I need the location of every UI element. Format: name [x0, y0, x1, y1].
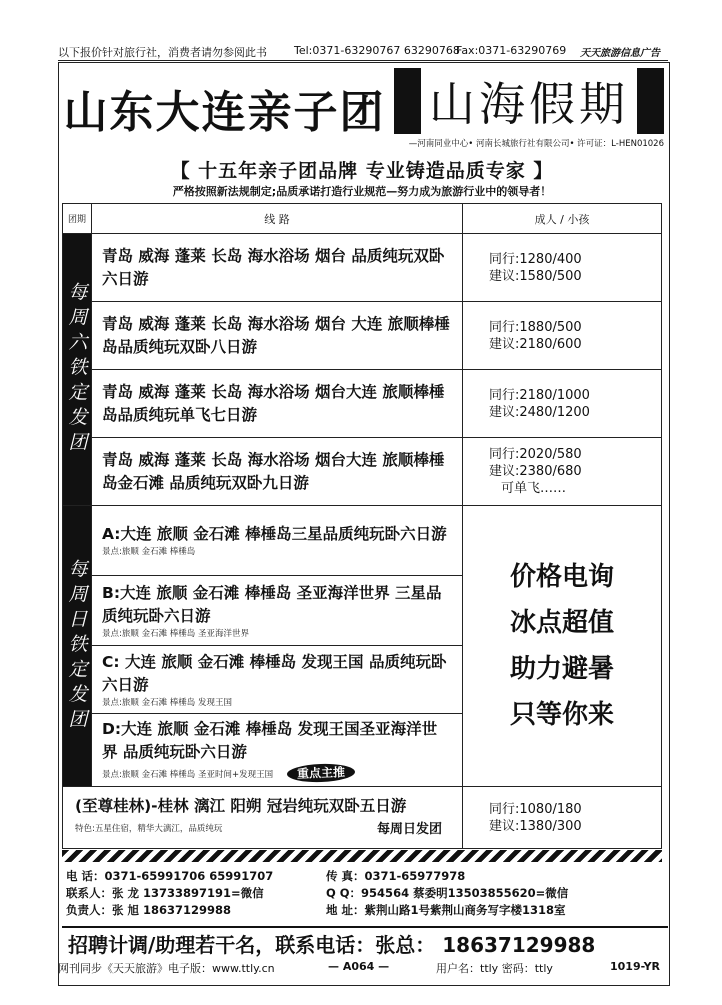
spots-text: 景点:旅顺 金石滩 棒棰岛 发现王国 — [102, 697, 232, 708]
agency-logo — [394, 68, 664, 134]
publication-name: 天天旅游信息广告 — [580, 48, 660, 59]
price-note: 可单飞…… — [501, 481, 567, 496]
route-cell — [92, 714, 463, 787]
footer-login: 用户名：ttly 密码：ttly — [436, 962, 553, 975]
tel-text: Tel:0371-63290767 63290768 — [294, 44, 460, 57]
price-cell — [463, 302, 662, 370]
fax-text: Fax:0371-63290769 — [456, 44, 567, 57]
table-header — [63, 204, 662, 234]
spots-text — [102, 764, 452, 782]
top-info-bar — [58, 44, 668, 61]
footer-site: 网刊同步《天天旅游》电子版：www.ttly.cn — [58, 962, 275, 975]
price-cell — [463, 438, 662, 506]
spots-list: 景点:旅顺 金石滩 棒棰岛 圣亚时间+发现王国 — [102, 770, 274, 780]
header-price: 成人 / 小孩 — [463, 204, 662, 234]
price-trade: 同行:1080/180 — [489, 801, 582, 817]
recruit-banner: 招聘计调/助理若干名，联系电话：张总： 18637129988 — [62, 926, 668, 958]
route-table — [62, 203, 662, 849]
route-cell: 青岛 威海 蓬莱 长岛 海水浴场 烟台 品质纯玩双卧六日游 — [92, 234, 463, 302]
price-suggested: 建议:2480/1200 — [489, 404, 590, 420]
contact-left: 负责人：张 旭 18637129988 — [66, 903, 232, 917]
route-text: B:大连 旅顺 金石滩 棒棰岛 圣亚海洋世界 三星品质纯玩卧六日游 — [102, 583, 442, 625]
table-row — [63, 438, 662, 506]
price-cell — [463, 234, 662, 302]
price-cell — [463, 787, 662, 849]
license-info: —河南同业中心• 河南长城旅行社有限公司• 许可证：L-HEN01026 — [408, 139, 664, 149]
spots-text: 景点:旅顺 金石滩 棒棰岛 圣亚海洋世界 — [102, 628, 249, 639]
route-cell: 青岛 威海 蓬莱 长岛 海水浴场 烟台 大连 旅顺棒棰岛品质纯玩双卧八日游 — [92, 302, 463, 370]
contact-right: 传 真：0371-65977978 — [326, 869, 466, 883]
route-cell — [92, 646, 463, 714]
price-trade: 同行:1880/500 — [489, 319, 582, 335]
contact-block — [66, 868, 662, 919]
price-trade: 同行:2180/1000 — [489, 387, 590, 403]
header-route: 线 路 — [92, 204, 463, 234]
price-trade: 同行:2020/580 — [489, 447, 582, 462]
promo-block — [463, 506, 662, 787]
price-suggested: 建议:1580/500 — [489, 268, 582, 284]
guilin-cell — [63, 787, 463, 849]
depart-text: 每周日发团 — [376, 821, 442, 837]
promo-line: 价格电询 — [509, 562, 614, 592]
route-cell — [92, 506, 463, 576]
promo-line: 冰点超值 — [509, 608, 614, 638]
spots-text: 景点:旅顺 金石滩 棒棰岛 — [102, 547, 196, 557]
price-suggested: 建议:2380/680 — [489, 464, 582, 479]
price-suggested: 建议:2180/600 — [489, 336, 582, 352]
route-cell — [92, 576, 463, 646]
saturday-label: 每周六铁定发团 — [63, 234, 92, 506]
contact-row — [66, 868, 662, 885]
issue-code: 1019-YR — [610, 960, 660, 973]
contact-right: 地 址：紫荆山路1号紫荆山商务写字楼1318室 — [326, 903, 566, 917]
featured-badge: 重点主推 — [287, 763, 356, 783]
contact-left: 联系人：张 龙 13733897191=微信 — [66, 886, 264, 900]
contact-row — [66, 885, 662, 902]
route-text: C: 大连 旅顺 金石滩 棒棰岛 发现王国 品质纯玩卧六日游 — [102, 652, 447, 694]
contact-right: Q Q：954564 蔡委明13503855620=微信 — [326, 886, 569, 900]
page-number: — A064 — — [328, 960, 390, 973]
promo-line: 只等你来 — [509, 700, 614, 730]
price-cell — [463, 370, 662, 438]
feature-text: 特色:五星住宿，精华大漓江，品质纯玩 — [75, 824, 223, 834]
route-text: (至尊桂林)-桂林 漓江 阳朔 冠岩纯玩双卧五日游 — [75, 796, 407, 815]
table-row — [63, 234, 662, 302]
table-row — [63, 506, 662, 576]
route-text: D:大连 旅顺 金石滩 棒棰岛 发现王国圣亚海洋世界 品质纯玩卧六日游 — [102, 720, 438, 761]
promo-line: 助力避暑 — [509, 654, 614, 684]
table-row — [63, 302, 662, 370]
header-period: 团期 — [63, 204, 92, 234]
notice-text: 以下报价针对旅行社，消费者请勿参阅此书 — [58, 46, 267, 59]
sunday-label: 每周日铁定发团 — [63, 506, 92, 787]
price-suggested: 建议:1380/300 — [489, 818, 582, 834]
contact-left: 电 话：0371-65991706 65991707 — [66, 869, 274, 883]
slogan: 【 十五年亲子团品牌 专业铸造品质专家 】 — [170, 160, 554, 182]
sub-slogan: 严格按照新法规制定;品质承诺打造行业规范—努力成为旅游行业中的领导者！ — [172, 185, 552, 198]
table-row — [63, 370, 662, 438]
route-text: A:大连 旅顺 金石滩 棒棰岛三星品质纯玩卧六日游 — [102, 525, 447, 543]
route-cell: 青岛 威海 蓬莱 长岛 海水浴场 烟台大连 旅顺棒棰岛品质纯玩单飞七日游 — [92, 370, 463, 438]
contact-row — [66, 902, 662, 919]
divider — [62, 850, 662, 862]
logo-text: 山海假期 — [421, 66, 637, 136]
table-row — [63, 787, 662, 849]
price-trade: 同行:1280/400 — [489, 251, 582, 267]
route-cell: 青岛 威海 蓬莱 长岛 海水浴场 烟台大连 旅顺棒棰岛金石滩 品质纯玩双卧九日游 — [92, 438, 463, 506]
page-title: 山东大连亲子团 — [63, 87, 386, 138]
